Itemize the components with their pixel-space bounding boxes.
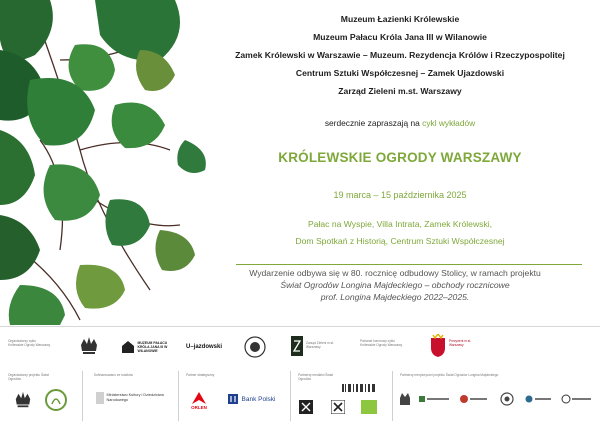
orlen-logo [186, 387, 212, 413]
organizer-zzw: Zarząd Zieleni m.st. Warszawy [338, 86, 462, 96]
lecture-series-title: KRÓLEWSKIE OGRODY WARSZAWY [278, 150, 522, 165]
president-label: Prezydent m.st. Warszawy [449, 339, 472, 347]
eagle-icon [96, 392, 104, 404]
partner-seal-icon [500, 392, 514, 406]
partner-crown-icon [399, 390, 411, 408]
partner-logo [498, 391, 516, 407]
x-mark-icon [331, 400, 345, 414]
organizer-zamek: Zamek Królewski w Warszawie – Muzeum. Rezydencja Królów i Rzeczypospolitej [235, 50, 565, 60]
divider [236, 264, 582, 265]
venues [200, 216, 600, 250]
orlen-eagle-icon [191, 391, 207, 405]
leaf-cluster [0, 0, 206, 325]
partner-seal2-icon [561, 394, 591, 404]
media-barcode-logo [340, 383, 380, 393]
ministry-logo [92, 389, 172, 407]
warsaw-shield-icon [430, 334, 446, 358]
divider [290, 371, 291, 421]
zzw-label: Zarząd Zieleni m.st. Warszawy [306, 341, 334, 349]
partner-emblem-icon [459, 394, 487, 404]
partner-logo [560, 393, 592, 405]
event-dates: 19 marca – 15 października 2025 [333, 190, 467, 200]
event-note-line: Wydarzenie odbywa się w 80. rocznicę odbudowy Stolicy, w ramach projektu [249, 268, 541, 278]
label-strategic-partner: Partner strategiczny [186, 373, 215, 377]
warsaw-coat-logo [428, 331, 448, 361]
divider [82, 371, 83, 421]
organizers-list [200, 10, 600, 100]
lazienki-logo [76, 333, 102, 359]
barcode-icon [342, 384, 378, 392]
label-honorary-patronage: Patronat honorowy cyklu Królewskie Ogrody Warszawy [360, 339, 403, 347]
media-mark-icon [299, 400, 313, 414]
organizer-csw: Centrum Sztuki Współczesnej – Zamek Ujazdowski [295, 68, 505, 78]
divider [392, 371, 393, 421]
ministry-wordmark: Ministerstwo Kultury i Dziedzictwa Narodowego [106, 393, 164, 402]
invitation-line [200, 118, 600, 128]
event-note-line: prof. Longina Majdeckiego 2022–2025. [320, 292, 470, 302]
bank-polski-logo [224, 389, 278, 409]
lazienki-logo [12, 387, 34, 413]
label-financing: Dofinansowano ze środków [94, 373, 133, 377]
organizer-lazienki: Muzeum Łazienki Królewskie [340, 14, 460, 24]
media-square-logo [298, 399, 314, 415]
venue-line: Pałac na Wyspie, Villa Intrata, Zamek Królewski, [307, 219, 493, 229]
wilanow-logo [118, 337, 180, 357]
invite-prefix: serdecznie zapraszają na [324, 118, 423, 128]
partner-mark-icon [525, 394, 551, 404]
partner-wordmark-icon [419, 394, 449, 404]
label-media-partners: Partnerzy medialni Świat Ogrodów [298, 373, 334, 381]
wilanow-wordmark: MUZEUM PAŁACU KRÓLA JANA III W WILANOWIE [137, 341, 168, 353]
event-note-line: Świat Ogrodów Longina Majdeckiego – obchody rocznicowe [280, 280, 510, 290]
partners-footer [0, 326, 600, 425]
orlen-wordmark: ORLEN [191, 404, 207, 410]
partner-logo [398, 389, 412, 409]
label-project-organizers: Organizatorzy projektu Świat Ogrodów [8, 373, 49, 381]
partner-logo [524, 393, 552, 405]
bank-mark-icon [227, 392, 239, 406]
venue-line: Dom Spotkań z Historią, Centrum Sztuki Współczesnej [295, 236, 505, 246]
divider [178, 371, 179, 421]
palace-icon [121, 340, 135, 354]
green-circle-logo [44, 387, 68, 413]
partner-logo [458, 393, 488, 405]
mediaero-logo [296, 383, 330, 393]
invite-highlight: cykl wykładów [422, 118, 476, 128]
media-green-logo [360, 399, 378, 415]
media-x-logo [330, 399, 346, 415]
partner-logo [418, 393, 450, 405]
bank-wordmark: Bank Polski [241, 395, 276, 403]
crown-icon [14, 390, 32, 410]
organizer-wilanow: Muzeum Pałacu Króla Jana III w Wilanowie [313, 32, 487, 42]
media-green-mark-icon [361, 400, 377, 414]
event-note [205, 267, 585, 303]
crown-icon [79, 335, 99, 357]
label-organizers-cycle: Organizatorzy cyklu Królewskie Ogrody Warszawy [8, 339, 51, 347]
zzw-logo [289, 333, 305, 359]
castle-emblem-icon [244, 336, 266, 358]
label-merit-partners: Partnerzy merytoryczni projektu Świat Ogrodów Longina Majdeckiego [400, 373, 499, 377]
zzw-emblem-icon [290, 335, 304, 357]
ujazdowski-logo: U–jazdowski [185, 344, 222, 350]
ogrody-emblem-icon [45, 389, 67, 411]
zamek-logo [243, 335, 267, 359]
